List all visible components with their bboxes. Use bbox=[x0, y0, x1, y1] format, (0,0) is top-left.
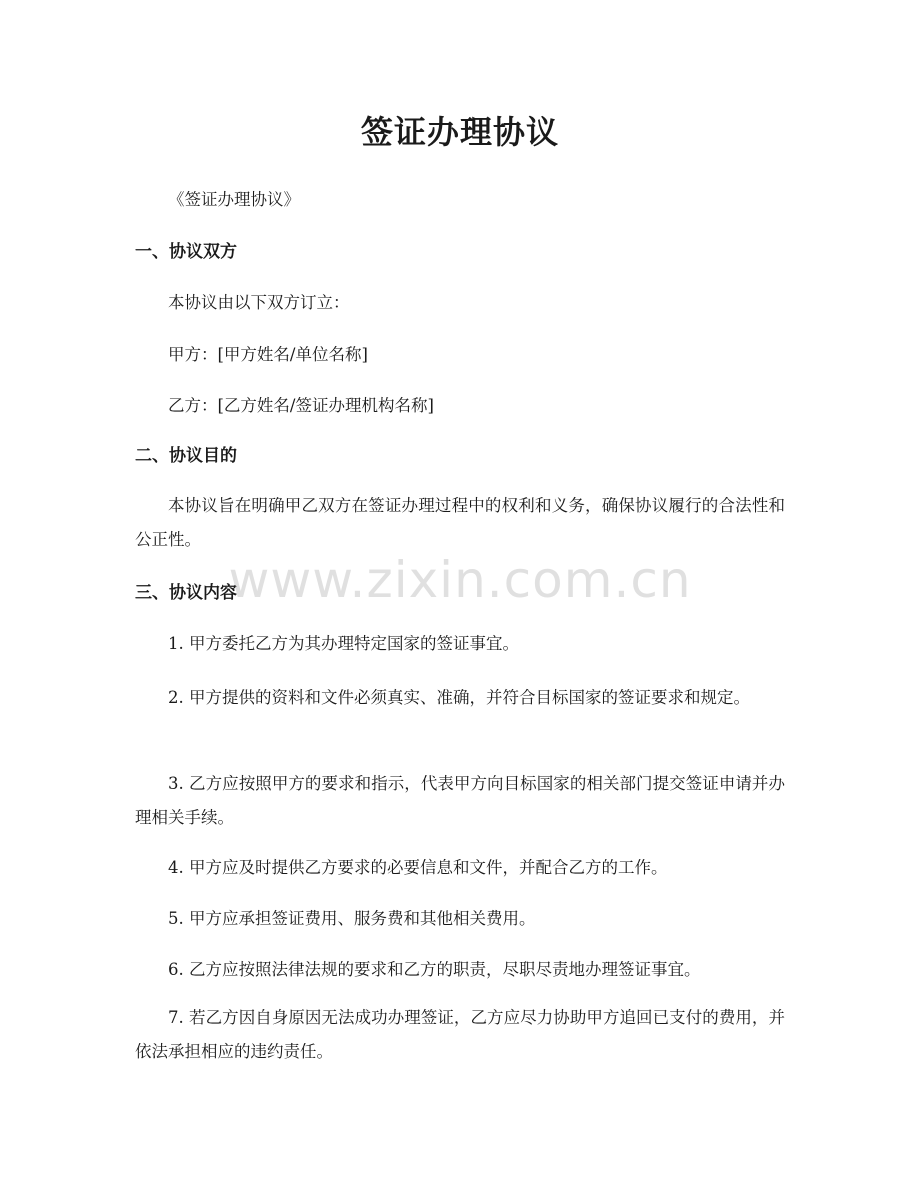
document-title: 签证办理协议 bbox=[360, 113, 559, 151]
document-subtitle: 《签证办理协议》 bbox=[168, 190, 300, 209]
clause-item-6: 6. 乙方应按照法律法规的要求和乙方的职责，尽职尽责地办理签证事宜。 bbox=[168, 960, 701, 979]
section-heading-purpose: 二、协议目的 bbox=[135, 446, 237, 466]
section-heading-content: 三、协议内容 bbox=[135, 583, 237, 603]
section-heading-parties: 一、协议双方 bbox=[135, 242, 237, 262]
clause-item-4: 4. 甲方应及时提供乙方要求的必要信息和文件，并配合乙方的工作。 bbox=[168, 858, 668, 877]
clause-item-7: 7. 若乙方因自身原因无法成功办理签证，乙方应尽力协助甲方追回已支付的费用，并依法承担相应的违约责任。 bbox=[135, 1008, 785, 1061]
clause-item-1: 1. 甲方委托乙方为其办理特定国家的签证事宜。 bbox=[168, 634, 519, 653]
clause-item-5: 5. 甲方应承担签证费用、服务费和其他相关费用。 bbox=[168, 909, 536, 928]
clause-item-2: 2. 甲方提供的资料和文件必须真实、准确，并符合目标国家的签证要求和规定。 bbox=[168, 688, 750, 707]
paragraph-parties-intro: 本协议由以下双方订立： bbox=[168, 293, 350, 312]
paragraph-purpose: 本协议旨在明确甲乙双方在签证办理过程中的权利和义务，确保协议履行的合法性和公正性。 bbox=[135, 496, 785, 549]
watermark: www.zixin.com.cn bbox=[228, 551, 692, 609]
paragraph-party-a: 甲方：[甲方姓名/单位名称] bbox=[168, 345, 368, 364]
clause-item-3: 3. 乙方应按照甲方的要求和指示，代表甲方向目标国家的相关部门提交签证申请并办理相关手续。 bbox=[135, 774, 785, 827]
paragraph-party-b: 乙方：[乙方姓名/签证办理机构名称] bbox=[168, 396, 434, 415]
